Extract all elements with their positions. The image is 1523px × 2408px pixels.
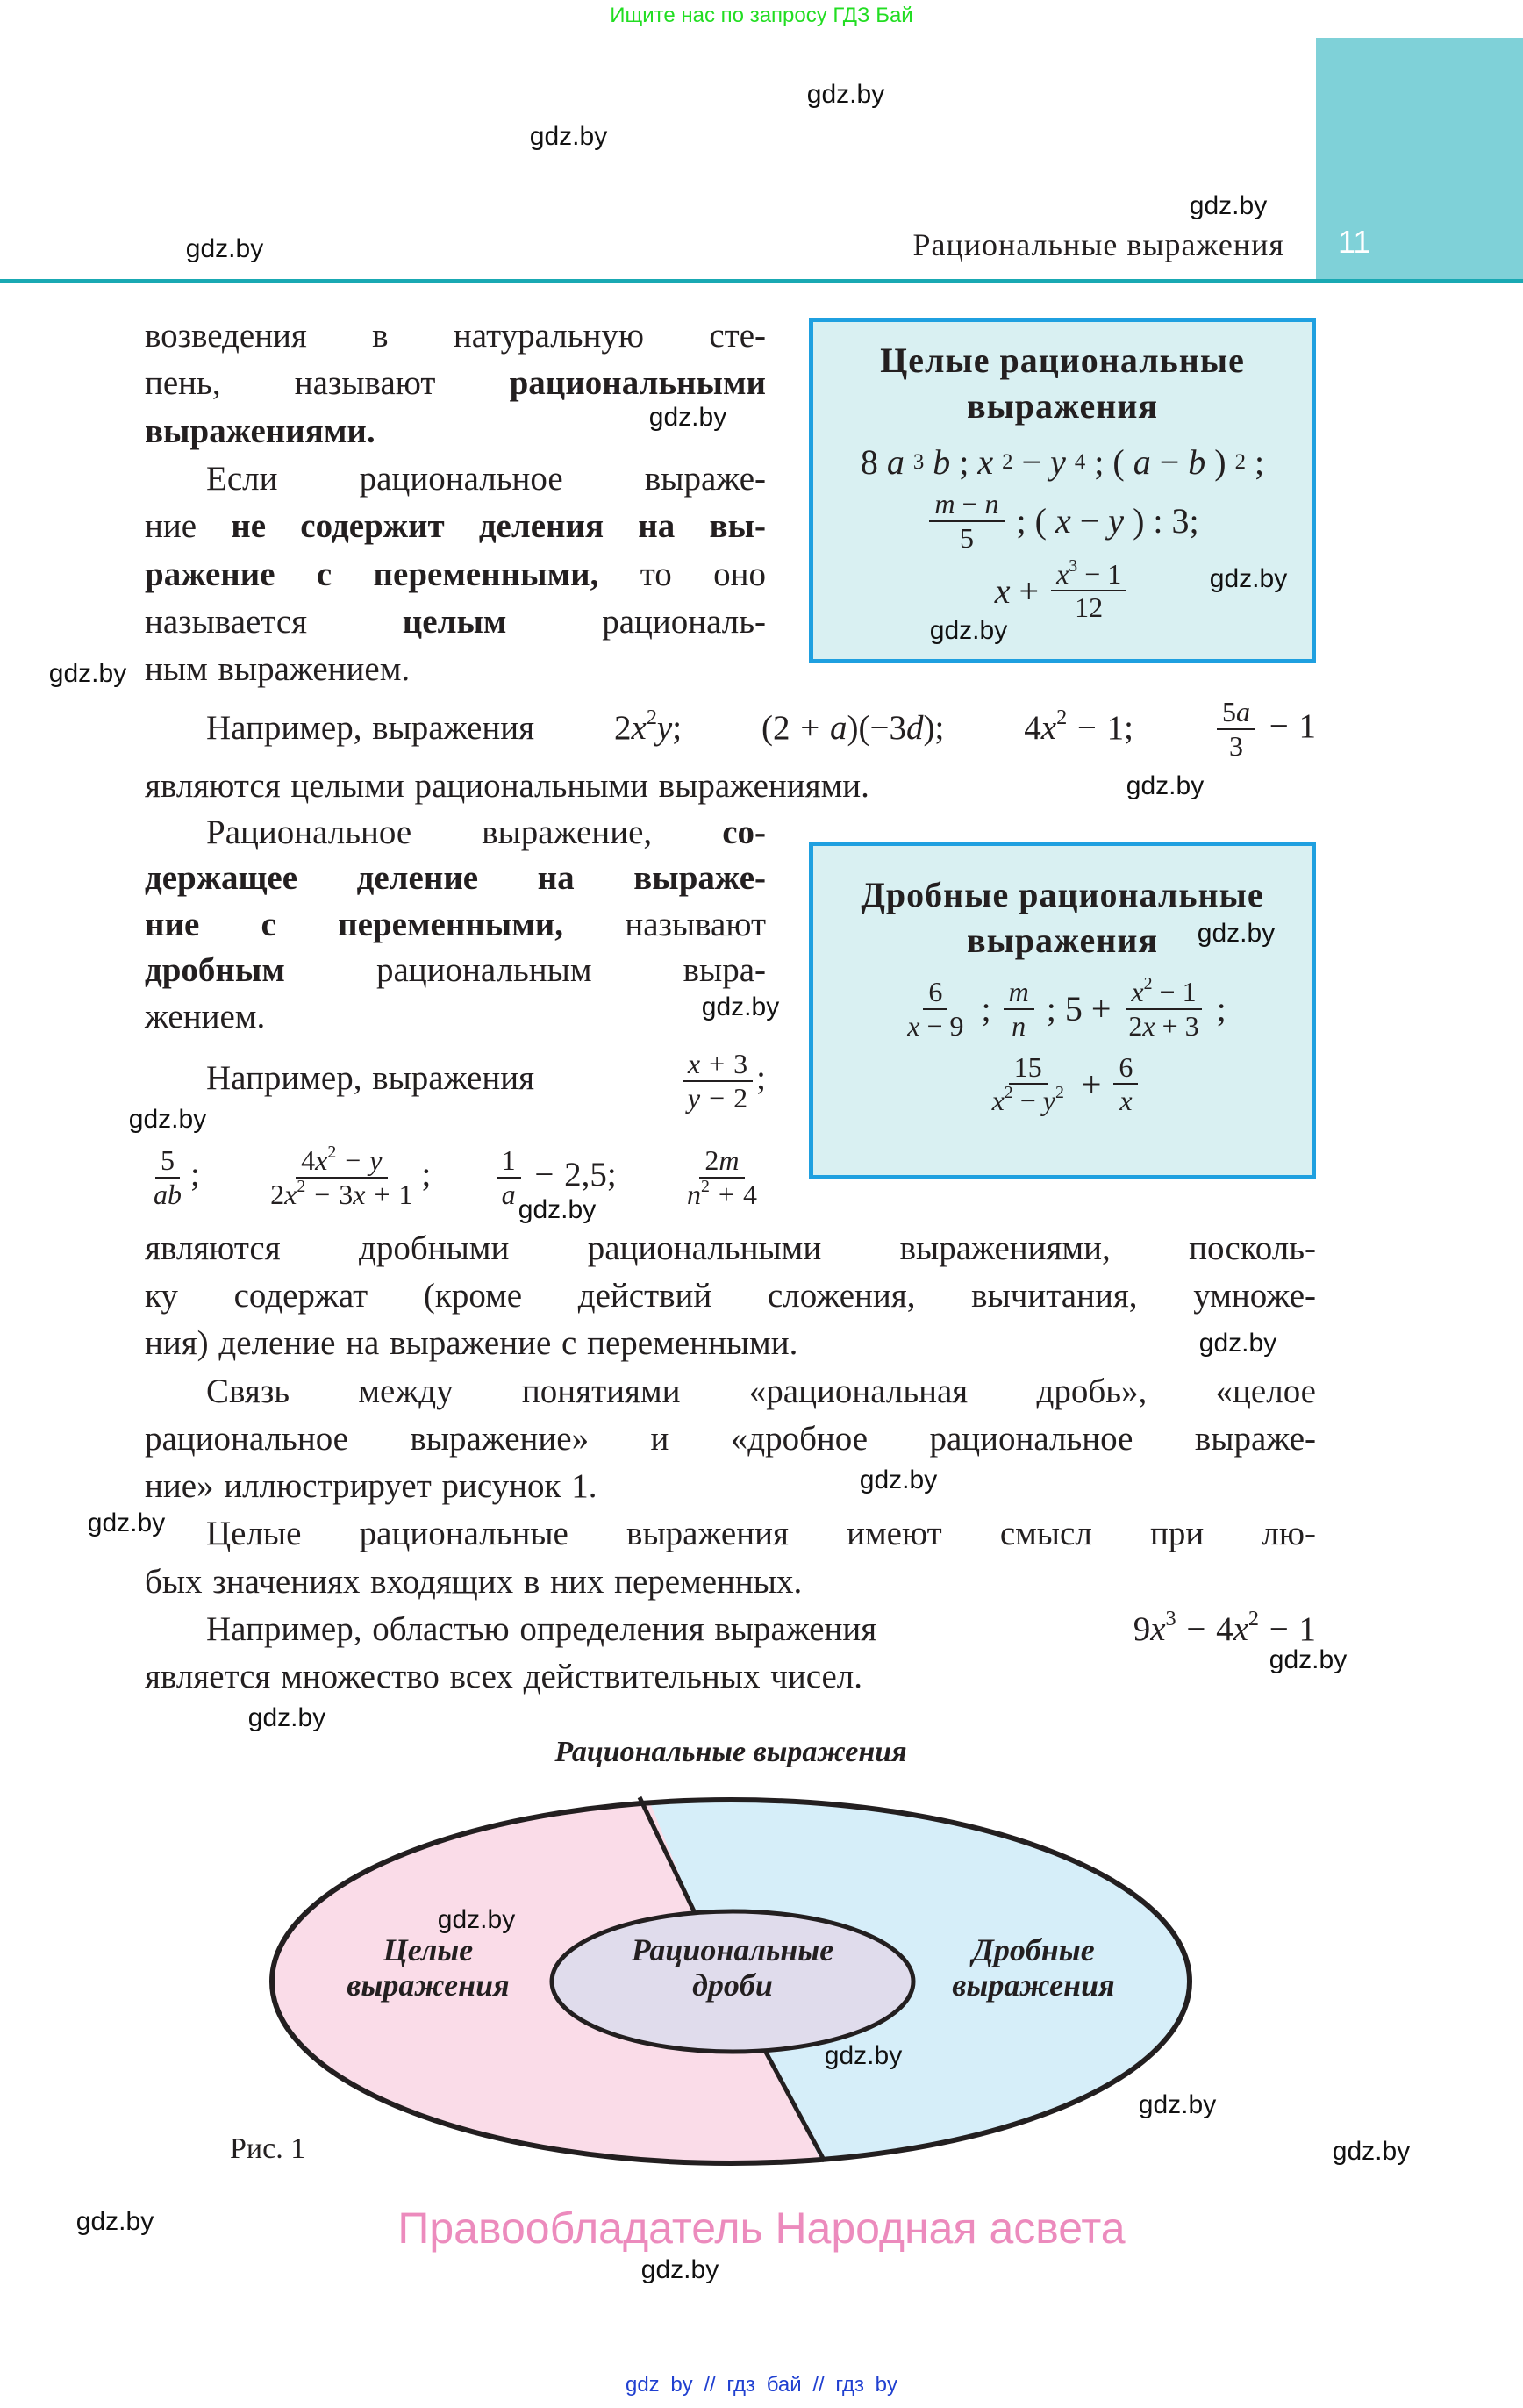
text-line: возведения в натуральную сте- bbox=[145, 317, 766, 355]
watermark: gdz.by bbox=[1269, 1645, 1348, 1674]
watermark: gdz.by bbox=[75, 2207, 154, 2236]
label-line: Рациональные bbox=[631, 1932, 834, 1967]
text: Рациональное выражение, bbox=[206, 813, 723, 851]
label-line: дроби bbox=[692, 1967, 773, 2003]
formula: $\frac{x + 3}{y - 2}$ ; bbox=[679, 1043, 766, 1114]
watermark: gdz.by bbox=[128, 1105, 207, 1134]
watermark: gdz.by bbox=[824, 2041, 903, 2070]
formula: (2 + a)(−3d); bbox=[762, 709, 945, 747]
footer-links[interactable]: gdz by // гдз бай // гдз by bbox=[625, 2373, 898, 2397]
formula: $\frac{1}{a}$ − 2,5; bbox=[493, 1140, 617, 1211]
watermark: gdz.by bbox=[247, 1703, 326, 1732]
label-rational-fractions bbox=[632, 1932, 834, 2003]
formula: $9x^3 - 4x^2 - 1$ bbox=[1133, 1607, 1316, 1648]
label-line: выражения bbox=[952, 1967, 1115, 2003]
label-fractional-expressions bbox=[952, 1932, 1114, 2003]
watermark: gdz.by bbox=[806, 80, 885, 109]
text-line: рациональное выражение» и «дробное рациональное выраже- bbox=[145, 1420, 1316, 1458]
bold-term: ражение с переменными, bbox=[145, 555, 599, 593]
formula: $4x^2 - 1$; bbox=[1024, 706, 1134, 747]
text-line: ку содержат (кроме действий сложения, вычитания, умноже- bbox=[145, 1277, 1316, 1315]
running-title: Рациональные выражения bbox=[912, 227, 1284, 262]
text: рациональ- bbox=[506, 603, 766, 641]
text: рациональным выра- bbox=[284, 951, 766, 989]
copyright-owner: Правообладатель Народная асвета bbox=[397, 2204, 1126, 2253]
watermark: gdz.by bbox=[1126, 771, 1205, 800]
watermark: gdz.by bbox=[929, 616, 1008, 645]
label-line: Целые bbox=[383, 1932, 474, 1967]
bold-term: не содержит деления на вы- bbox=[231, 507, 766, 545]
figure-title: Рациональные выражения bbox=[554, 1736, 907, 1768]
formula: $\frac{5}{ab}$ ; bbox=[154, 1143, 200, 1210]
text: Например, областью определения выражения bbox=[206, 1610, 877, 1648]
watermark: gdz.by bbox=[1198, 1329, 1277, 1358]
bold-term: дробным bbox=[145, 951, 285, 989]
text-line: ния) деление на выражение с переменными. bbox=[145, 1324, 798, 1362]
formula: $2x^2y$; bbox=[614, 706, 683, 747]
watermark: gdz.by bbox=[518, 1195, 597, 1224]
watermark: gdz.by bbox=[437, 1905, 516, 1934]
box-title-line: выражения bbox=[966, 386, 1159, 426]
box-title-line: Дробные рациональные bbox=[861, 875, 1264, 914]
formula-row: $\frac{15}{x^2 - y^2}$ + $\frac{6}{x}$ bbox=[813, 1051, 1312, 1118]
text: Например, выражения bbox=[206, 1059, 535, 1097]
watermark: gdz.by bbox=[185, 234, 264, 263]
text: называют bbox=[563, 906, 766, 943]
bold-term: держащее деление на выраже- bbox=[145, 859, 766, 897]
formula-row: $\frac{m - n}{5}$ ; ( x − y ) : 3; bbox=[813, 488, 1312, 555]
bold-term: со- bbox=[722, 813, 766, 851]
watermark: gdz.by bbox=[1189, 191, 1268, 220]
text-line: бых значениях входящих в них переменных. bbox=[145, 1563, 803, 1601]
text: ние bbox=[145, 507, 232, 545]
formula-row: 8 a 3 b ; x 2 − y 4 ; ( a − b ) 2 ; bbox=[860, 442, 1265, 482]
figure-caption: Рис. 1 bbox=[230, 2132, 306, 2165]
box-title-line: Целые рациональные bbox=[880, 340, 1245, 380]
text: пень, называют bbox=[145, 364, 510, 402]
text-line: Связь между понятиями «рациональная дробь», «целое bbox=[206, 1372, 1316, 1410]
text-line: жением. bbox=[145, 998, 266, 1036]
formula: $\frac{5a}{3}$ − 1 bbox=[1213, 694, 1316, 763]
text-line: ние» иллюстрирует рисунок 1. bbox=[145, 1467, 597, 1505]
watermark: gdz.by bbox=[640, 2255, 719, 2284]
text: называется bbox=[145, 603, 403, 641]
top-search-note: Ищите нас по запросу ГДЗ Бай bbox=[610, 4, 913, 27]
watermark: gdz.by bbox=[87, 1509, 166, 1537]
bold-term: выражениями. bbox=[145, 412, 375, 450]
watermark: gdz.by bbox=[859, 1466, 938, 1494]
watermark: gdz.by bbox=[701, 993, 780, 1021]
bold-term: целым bbox=[402, 603, 507, 641]
text-line: являются целыми рациональными выражениями. bbox=[145, 767, 869, 805]
label-whole-expressions bbox=[347, 1932, 509, 2003]
text-line: ным выражением. bbox=[145, 650, 411, 688]
label-line: Дробные bbox=[972, 1932, 1095, 1967]
watermark: gdz.by bbox=[48, 659, 127, 688]
text-line: Если рациональное выраже- bbox=[206, 460, 766, 498]
bold-term: ние с переменными, bbox=[145, 906, 564, 943]
text-line: Целые рациональные выражения имеют смысл при лю- bbox=[206, 1515, 1316, 1552]
watermark: gdz.by bbox=[529, 122, 608, 151]
formula-row: x + $\frac{x^3 - 1}{12}$ bbox=[813, 558, 1312, 625]
text: то оно bbox=[598, 555, 766, 593]
page-number: 11 bbox=[1338, 224, 1371, 260]
label-line: выражения bbox=[347, 1967, 510, 2003]
formula: $\frac{2m}{n^2 + 4}$ bbox=[687, 1143, 757, 1210]
watermark: gdz.by bbox=[648, 403, 727, 432]
bold-term: рациональными bbox=[509, 364, 766, 402]
watermark: gdz.by bbox=[1197, 919, 1276, 948]
formula-row: $\frac{6}{x - 9}$ ; $\frac{m}{n}$ ; 5 + $\frac{x^2 - 1}{2x + 3}$ ; bbox=[907, 974, 1226, 1042]
formula: $\frac{4x^2 - y}{2x^2 - 3x + 1}$ ; bbox=[270, 1142, 432, 1210]
text-line: является множество всех действительных чисел. bbox=[145, 1658, 863, 1695]
text-line: являются дробными рациональными выражениями, посколь- bbox=[145, 1229, 1316, 1267]
watermark: gdz.by bbox=[1209, 564, 1288, 593]
box-title-line: выражения bbox=[966, 921, 1159, 960]
text: Например, выражения bbox=[206, 709, 535, 747]
watermark: gdz.by bbox=[1138, 2090, 1217, 2119]
watermark: gdz.by bbox=[1332, 2137, 1411, 2166]
